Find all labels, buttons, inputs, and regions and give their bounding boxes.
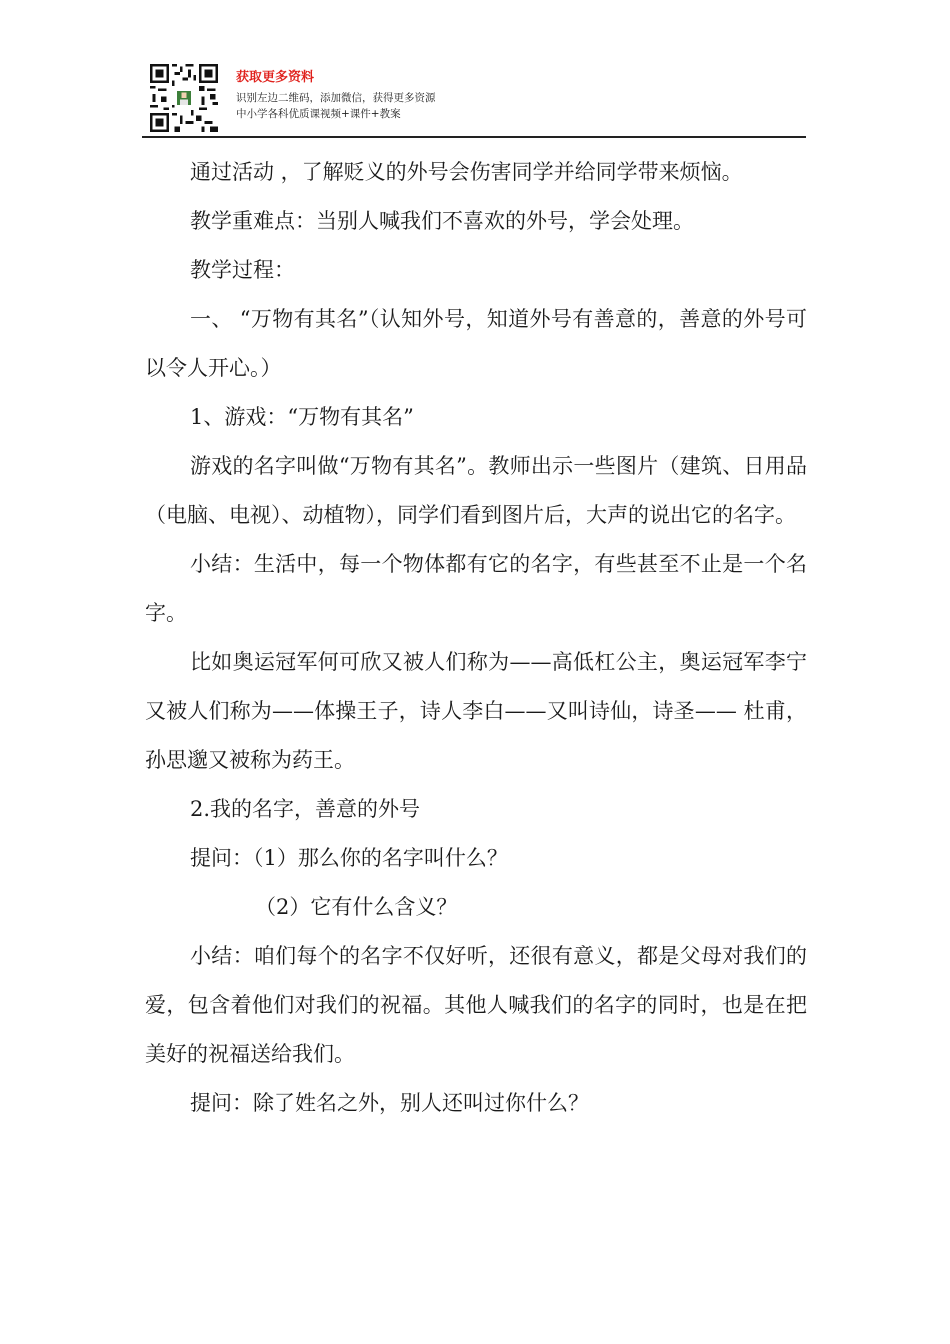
qr-code-icon [142, 64, 226, 132]
header-text [236, 70, 436, 122]
header-subtitle-1: 识别左边二维码，添加微信，获得更多资源 [236, 92, 436, 104]
header-subtitle-2: 中小学各科优质课视频+课件+教案 [236, 108, 401, 120]
page-header [142, 64, 806, 138]
paragraph: （2）它有什么含义？ [255, 895, 458, 919]
paragraph: 一、 “万物有其名”（认知外号，知道外号有善意的，善意的外号可以令人开心。） [145, 307, 807, 380]
paragraph: 游戏的名字叫做“万物有其名”。教师出示一些图片（建筑、日用品（电脑、电视）、动植物），同学们看到图片后，大声的说出它的名字。 [145, 454, 807, 527]
paragraph: 通过活动 ，了解贬义的外号会伤害同学并给同学带来烦恼。 [190, 160, 743, 184]
paragraph: 1、游戏：“万物有其名” [190, 405, 414, 429]
paragraph: 提问：（1）那么你的名字叫什么？ [190, 846, 508, 870]
paragraph: 教学重难点：当别人喊我们不喜欢的外号，学会处理。 [190, 209, 694, 233]
brand-title: 获取更多资料 [236, 70, 315, 85]
paragraph: 2.我的名字，善意的外号 [190, 797, 421, 821]
paragraph: 提问：除了姓名之外，别人还叫过你什么？ [190, 1091, 589, 1115]
paragraph: 比如奥运冠军何可欣又被人们称为——高低杠公主，奥运冠军李宁又被人们称为——体操王子，诗人李白——又叫诗仙，诗圣—— 杜甫，孙思邈又被称为药王。 [145, 650, 807, 772]
paragraph: 教学过程： [190, 258, 295, 282]
document-body [145, 148, 807, 1128]
paragraph: 小结：生活中，每一个物体都有它的名字，有些甚至不止是一个名字。 [145, 552, 807, 625]
paragraph: 小结：咱们每个的名字不仅好听，还很有意义，都是父母对我们的爱，包含着他们对我们的祝福。其他人喊我们的名字的同时，也是在把美好的祝福送给我们。 [145, 944, 807, 1066]
